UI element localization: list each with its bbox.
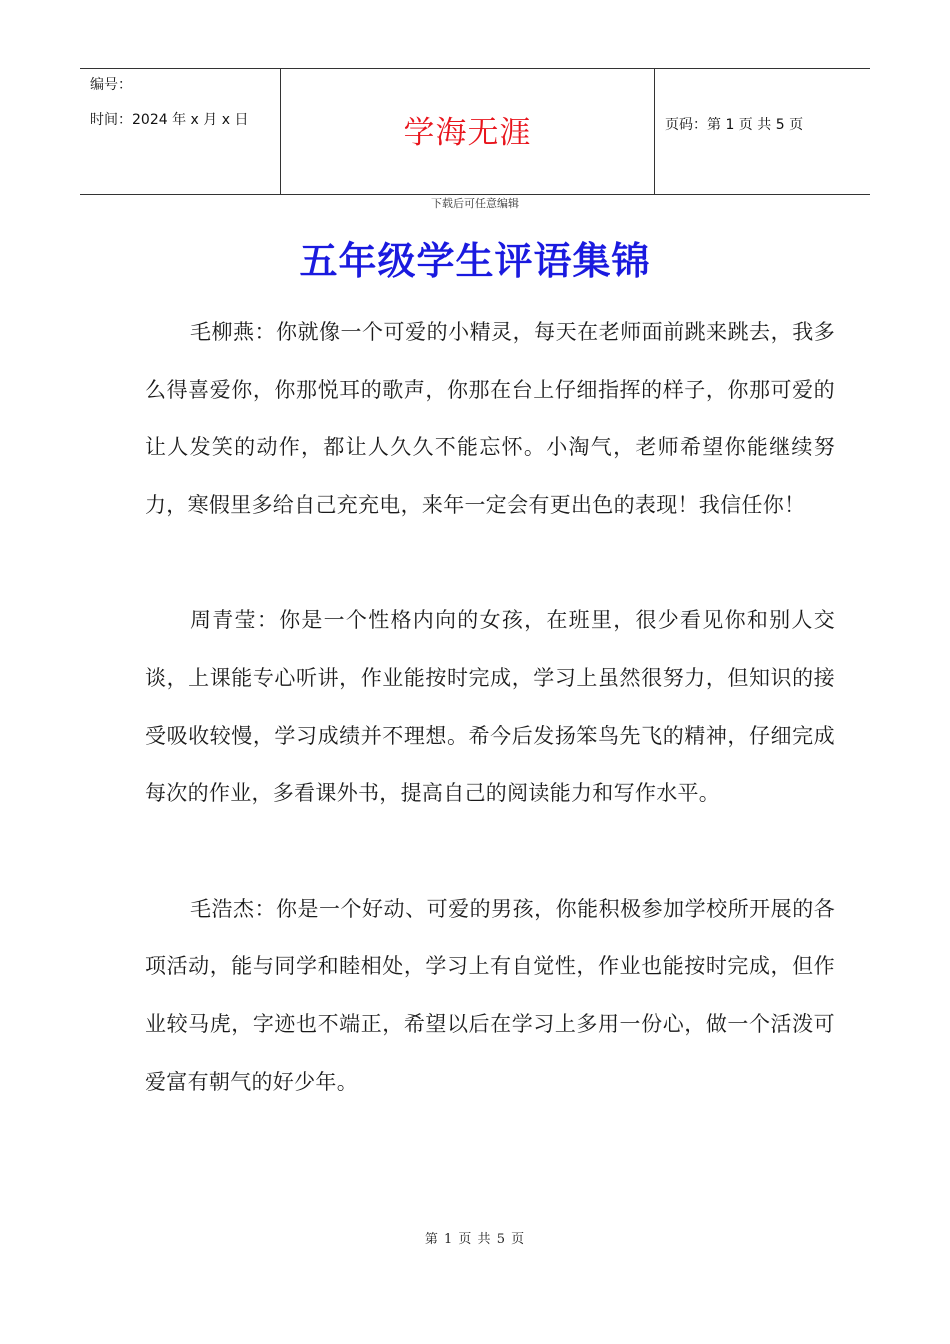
header-table [80,68,870,195]
comment-paragraph: 毛浩杰：你是一个好动、可爱的男孩，你能积极参加学校所开展的各项活动，能与同学和睦相处，学习上有自觉性，作业也能按时完成，但作业较马虎，字迹也不端正，希望以后在学习上多用一份心，做一个活泼可爱富有朝气的好少年。 [145,896,835,1094]
paragraph-spacer [145,534,835,592]
page-footer: 第 1 页 共 5 页 [424,1232,526,1247]
document-body [145,304,835,1111]
comment-paragraph: 毛柳燕：你就像一个可爱的小精灵，每天在老师面前跳来跳去，我多么得喜爱你，你那悦耳的歌声，你那在台上仔细指挥的样子，你那可爱的让人发笑的动作，都让人久久不能忘怀。小淘气，老师希望你能继续努力，寒假里多给自己充充电，来年一定会有更出色的表现！我信任你！ [145,320,835,517]
comment-paragraph: 周青莹：你是一个性格内向的女孩，在班里，很少看见你和别人交谈，上课能专心听讲，作业能按时完成，学习上虽然很努力，但知识的接受吸收较慢，学习成绩并不理想。希今后发扬笨鸟先飞的精神，仔细完成每次的作业，多看课外书，提高自己的阅读能力和写作水平。 [145,608,835,806]
number-label: 编号： [90,77,132,93]
header-left-cell [80,69,281,194]
download-note: 下载后可任意编辑 [431,197,519,210]
paragraph-spacer [145,823,835,881]
header-right-cell [654,69,871,194]
page-info: 页码：第 1 页 共 5 页 [665,117,804,133]
time-label: 时间：2024 年 x 月 x 日 [90,112,249,128]
brand-title: 学海无涯 [403,115,532,151]
document-title: 五年级学生评语集锦 [299,238,651,283]
